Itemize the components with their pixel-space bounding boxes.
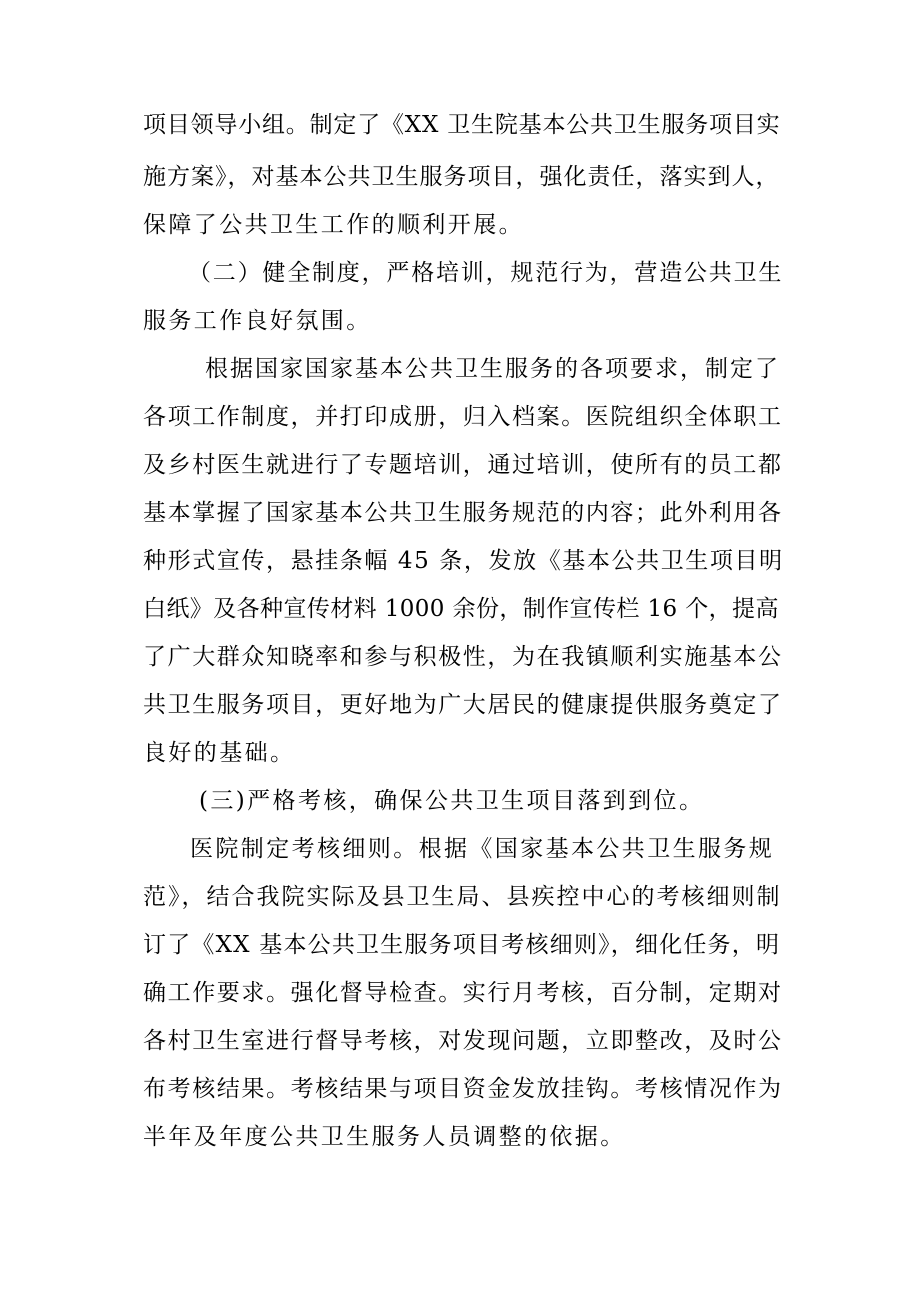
text-line: 各村卫生室进行督导考核，对发现问题，立即整改，及时公 <box>143 1028 783 1054</box>
text-line: 施方案》，对基本公共卫生服务项目，强化责任，落实到人， <box>143 164 780 190</box>
text-line: 良好的基础。 <box>143 740 296 766</box>
text-line: 种形式宣传，悬挂条幅 45 条，发放《基本公共卫生项目明 <box>143 548 784 574</box>
section-heading-3: (三)严格考核，确保公共卫生项目落到到位。 <box>199 788 705 814</box>
text-line: 订了《XX 基本公共卫生服务项目考核细则》，细化任务，明 <box>143 932 781 958</box>
text-line: 布考核结果。考核结果与项目资金发放挂钩。考核情况作为 <box>143 1076 783 1102</box>
text-line: 保障了公共卫生工作的顺利开展。 <box>143 212 524 238</box>
text-line: 范》，结合我院实际及县卫生局、县疾控中心的考核细则制 <box>143 884 782 910</box>
text-line: 基本掌握了国家基本公共卫生服务规范的内容；此外利用各 <box>143 500 783 526</box>
text-line: 项目领导小组。制定了《XX 卫生院基本公共卫生服务项目实 <box>143 112 781 138</box>
text-line: 各项工作制度，并打印成册，归入档案。医院组织全体职工 <box>143 404 783 430</box>
text-line: 确工作要求。强化督导检查。实行月考核，百分制，定期对 <box>143 980 783 1006</box>
text-line: 及乡村医生就进行了专题培训，通过培训，使所有的员工都 <box>143 452 783 478</box>
text-line: 共卫生服务项目，更好地为广大居民的健康提供服务奠定了 <box>143 692 783 718</box>
text-line: 服务工作良好氛围。 <box>143 308 372 334</box>
section-heading-2: （二）健全制度，严格培训，规范行为，营造公共卫生 <box>188 260 784 286</box>
paragraph-start: 医院制定考核细则。根据《国家基本公共卫生服务规 <box>190 836 775 862</box>
text-line: 白纸》及各种宣传材料 1000 余份，制作宣传栏 16 个，提高 <box>143 596 779 622</box>
paragraph-start: 根据国家国家基本公共卫生服务的各项要求，制定了 <box>205 356 780 382</box>
text-line: 了广大群众知晓率和参与积极性，为在我镇顺利实施基本公 <box>143 644 783 670</box>
text-line: 半年及年度公共卫生服务人员调整的依据。 <box>143 1124 626 1150</box>
